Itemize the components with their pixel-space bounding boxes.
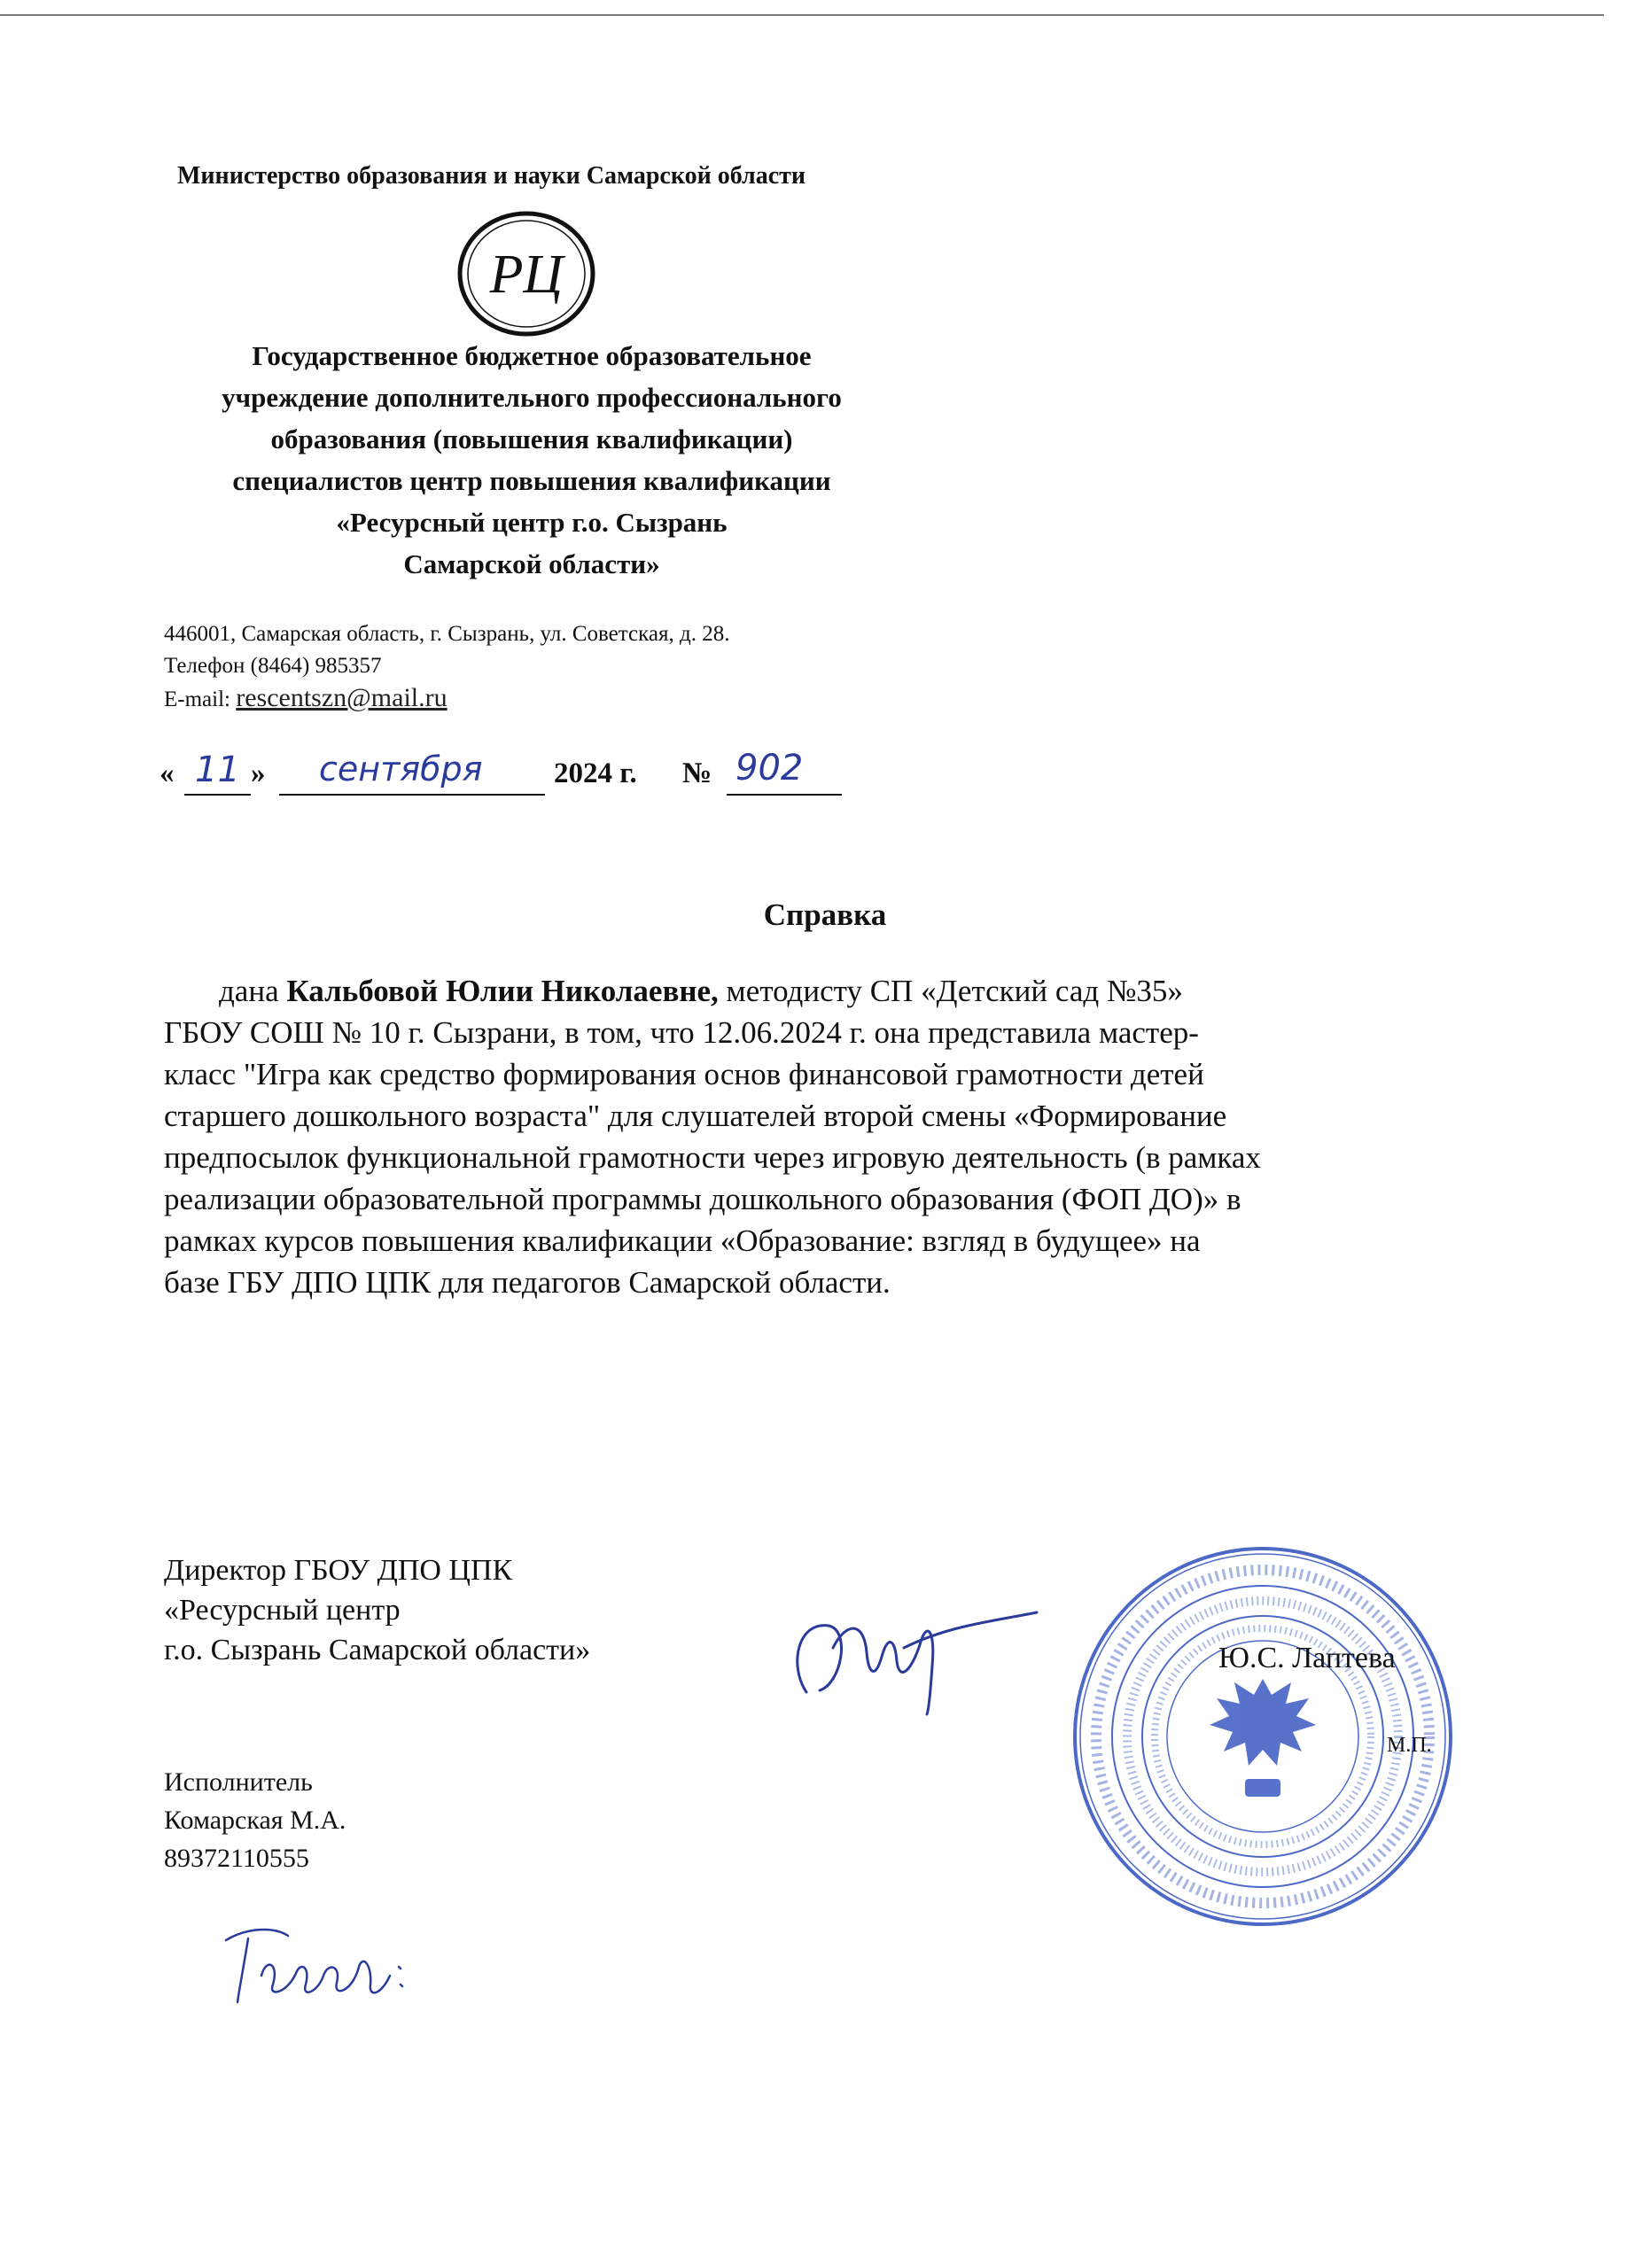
recipient-name: Кальбовой Юлии Николаевне, <box>286 974 719 1008</box>
signatory-position <box>164 1550 590 1670</box>
body-line: предпосылок функциональной грамотности через игровую деятельность (в рамках <box>164 1140 1261 1175</box>
document-number: 902 <box>735 748 804 788</box>
executor-label: Исполнитель <box>164 1767 313 1797</box>
executor-name: Комарская М.А. <box>164 1806 346 1835</box>
position-line: «Ресурсный центр <box>164 1594 401 1627</box>
org-line: Самарской области» <box>403 548 660 579</box>
number-underline <box>727 794 842 796</box>
address: 446001, Самарская область, г. Сызрань, ул. Советская, д. 28. <box>164 622 730 646</box>
top-rule <box>0 14 1604 16</box>
body-lead: дана <box>219 974 279 1008</box>
document-title: Справка <box>763 897 887 932</box>
date-day: 11 <box>195 750 240 790</box>
executor-phone: 89372110555 <box>164 1844 309 1873</box>
date-month: сентября <box>319 750 483 788</box>
executor-block <box>164 1763 346 1877</box>
day-underline <box>184 794 251 796</box>
body-line: ГБОУ СОШ № 10 г. Сызрани, в том, что 12.06.2024 г. она представила мастер- <box>164 1015 1199 1050</box>
phone: Телефон (8464) 985357 <box>164 654 382 678</box>
org-line: специалистов центр повышения квалификации <box>232 465 831 496</box>
ministry-name: Министерство образования и науки Самарской области <box>177 162 806 190</box>
certificate-body <box>164 970 1520 1303</box>
body-line: реализации образовательной программы дошкольного образования (ФОП ДО)» в <box>164 1182 1241 1216</box>
number-sign: № <box>682 757 712 789</box>
date-open-quote: « <box>160 757 175 789</box>
org-line: «Ресурсный центр г.о. Сызрань <box>336 507 728 538</box>
organization-logo <box>454 206 600 343</box>
executor-signature <box>213 1914 416 2020</box>
date-close-quote: » <box>251 757 266 789</box>
seal-mark: М.П. <box>1387 1734 1432 1757</box>
email-link[interactable]: rescentszn@mail.ru <box>236 683 448 712</box>
contact-block <box>164 618 729 716</box>
body-line <box>164 970 1520 1012</box>
body-line: рамках курсов повышения квалификации «Образование: взгляд в будущее» на <box>164 1223 1201 1258</box>
director-signature <box>780 1586 1046 1719</box>
position-line: г.о. Сызрань Самарской области» <box>164 1634 591 1666</box>
logo-letters: РЦ <box>489 245 564 305</box>
eagle-emblem-icon <box>1210 1679 1316 1797</box>
email-row <box>164 682 729 716</box>
month-underline <box>279 794 545 796</box>
org-line: Государственное бюджетное образовательное <box>252 340 812 371</box>
org-line: образования (повышения квалификации) <box>270 423 793 454</box>
signatory-name: Ю.С. Лаптева <box>1218 1642 1396 1674</box>
date-year: 2024 г. <box>554 757 637 789</box>
org-line: учреждение дополнительного профессионального <box>222 382 842 413</box>
recipient-position: методисту СП «Детский сад №35» <box>726 974 1183 1008</box>
body-line: класс "Игра как средство формирования основ финансовой грамотности детей <box>164 1057 1204 1091</box>
email-label: E-mail: <box>164 687 230 711</box>
position-line: Директор ГБОУ ДПО ЦПК <box>164 1554 513 1587</box>
body-line: базе ГБУ ДПО ЦПК для педагогов Самарской области. <box>164 1265 891 1300</box>
organization-name <box>151 335 913 585</box>
body-line: старшего дошкольного возраста" для слушателей второй смены «Формирование <box>164 1099 1227 1133</box>
